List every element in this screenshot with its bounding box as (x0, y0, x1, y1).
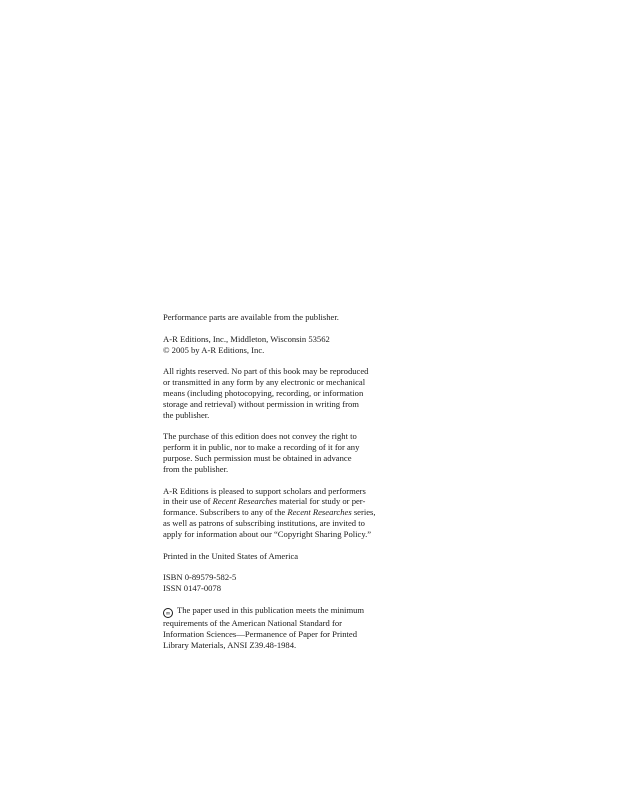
support-line (163, 496, 413, 507)
rights-line: the publisher. (163, 409, 210, 420)
support-text: material for study or per- (277, 496, 366, 507)
purchase-line: purpose. Such permission must be obtained in advance (163, 452, 352, 463)
paper-line: Information Sciences—Permanence of Paper for Printed (163, 628, 358, 639)
support-text: in their use of (163, 496, 213, 507)
performance-note-text: Performance parts are available from the publisher. (163, 312, 339, 322)
rights-line: storage and retrieval) without permission in writing from (163, 398, 359, 409)
paper-line: Library Materials, ANSI Z39.48-1984. (163, 639, 297, 650)
rights-line: or transmitted in any form by any electronic or mechanical (163, 377, 366, 388)
copyright-block (163, 312, 413, 661)
printed-in-text: Printed in the United States of America (163, 550, 299, 561)
publisher-info (163, 334, 413, 356)
printed-in (163, 551, 413, 562)
support-notice (163, 486, 413, 540)
issn: ISSN 0147-0078 (163, 583, 222, 594)
support-line: apply for information about our “Copyright Sharing Policy.” (163, 528, 372, 539)
performance-note (163, 312, 413, 323)
isbn: ISBN 0-89579-582-5 (163, 572, 237, 583)
rights-line: means (including photocopying, recording, or information (163, 387, 364, 398)
rights-notice (163, 366, 413, 420)
support-line: A-R Editions is pleased to support scholars and performers (163, 485, 366, 496)
paper-line: requirements of the American National Standard for (163, 617, 342, 628)
purchase-line: perform it in public, nor to make a recording of it for any (163, 442, 360, 453)
purchase-line: from the publisher. (163, 463, 229, 474)
support-text: series, (351, 507, 376, 518)
series-title: Recent Researches (212, 496, 277, 507)
support-text: formance. Subscribers to any of the (163, 507, 288, 518)
publisher-line: A-R Editions, Inc., Middleton, Wisconsin 53562 (163, 333, 330, 344)
paper-text: The paper used in this publication meets the minimum (177, 604, 365, 615)
support-line: as well as patrons of subscribing institutions, are invited to (163, 517, 365, 528)
purchase-line: The purchase of this edition does not convey the right to (163, 431, 357, 442)
paper-line (163, 605, 413, 618)
copyright-line: © 2005 by A-R Editions, Inc. (163, 344, 265, 355)
support-line (163, 507, 413, 518)
infinity-paper-icon: ∞ (163, 608, 173, 618)
series-title: Recent Researches (287, 507, 352, 518)
paper-notice (163, 605, 413, 650)
rights-line: All rights reserved. No part of this book may be reproduced (163, 366, 369, 377)
identifiers (163, 572, 413, 594)
purchase-notice (163, 431, 413, 474)
